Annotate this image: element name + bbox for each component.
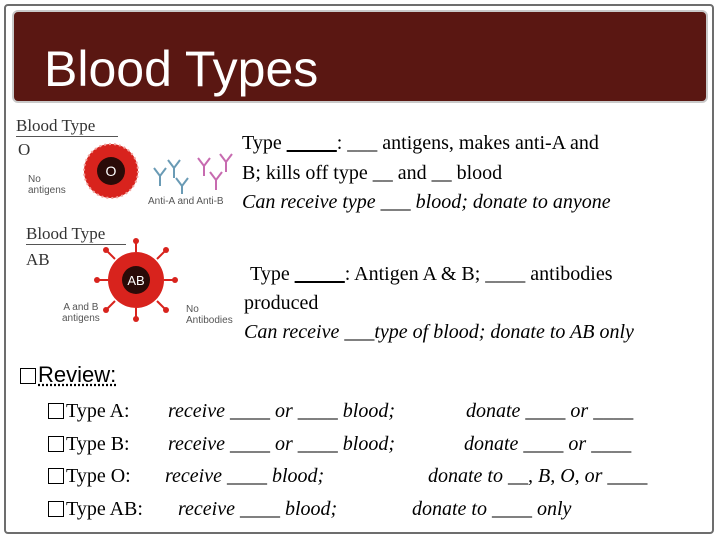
type-ab-line1: Type _____: Antigen A & B; ____ antibodies — [250, 263, 613, 285]
review-item-type-ab: Type AB: — [48, 497, 143, 521]
type-ab-line2: produced — [244, 292, 319, 314]
type-ab-blank: _____ — [294, 263, 345, 285]
type-o-cell-label: O — [105, 163, 117, 179]
type-ab-line3: Can receive ___type of blood; donate to AB only — [244, 321, 634, 343]
antibodies-icon — [146, 146, 236, 196]
type-o-heading: Blood Type — [16, 116, 96, 135]
title-bar — [12, 10, 708, 103]
review-item-type-a: Type A: — [48, 399, 130, 423]
review-item-type-ab-donate: donate to ____ only — [412, 498, 572, 520]
review-item-type-o-donate: donate to __, B, O, or ____ — [428, 465, 648, 487]
type-o-no-antigens-label: No antigens — [28, 174, 66, 196]
bullet-box-icon — [48, 468, 64, 484]
type-ab-label: AB — [26, 250, 50, 269]
review-item-type-ab-receive: receive ____ blood; — [178, 498, 338, 520]
type-o-blank: _____ — [286, 132, 337, 154]
slide-title: Blood Types — [44, 41, 319, 97]
review-heading: Review: — [20, 362, 116, 388]
antibodies-label: Anti-A and Anti-B — [148, 196, 224, 207]
review-item-type-a-receive: receive ____ or ____ blood; — [168, 400, 395, 422]
review-item-type-o-receive: receive ____ blood; — [165, 465, 325, 487]
bullet-box-icon — [20, 368, 36, 384]
type-o-label: O — [18, 140, 31, 159]
review-item-type-o: Type O: — [48, 464, 131, 488]
bullet-box-icon — [48, 436, 64, 452]
bullet-box-icon — [48, 501, 64, 517]
review-item-type-b-donate: donate ____ or ____ — [464, 433, 632, 455]
type-o-figure — [14, 114, 246, 214]
review-item-type-b: Type B: — [48, 432, 130, 456]
type-ab-figure — [14, 220, 246, 330]
type-o-line2: B; kills off type __ and __ blood — [242, 162, 503, 184]
bullet-box-icon — [48, 403, 64, 419]
type-ab-cell-icon — [94, 238, 178, 322]
type-o-line3: Can receive type ___ blood; donate to anyone — [242, 191, 611, 213]
no-antibodies-label: No Antibodies — [186, 304, 233, 326]
review-item-type-b-receive: receive ____ or ____ blood; — [168, 433, 395, 455]
type-ab-heading: Blood Type — [26, 224, 106, 243]
type-o-cell-icon — [76, 136, 146, 206]
type-ab-antigens-label: A and B antigens — [62, 302, 100, 324]
review-item-type-a-donate: donate ____ or ____ — [466, 400, 634, 422]
type-ab-cell-label: AB — [127, 273, 145, 288]
type-o-line1: Type _____: ___ antigens, makes anti-A and — [242, 132, 599, 154]
